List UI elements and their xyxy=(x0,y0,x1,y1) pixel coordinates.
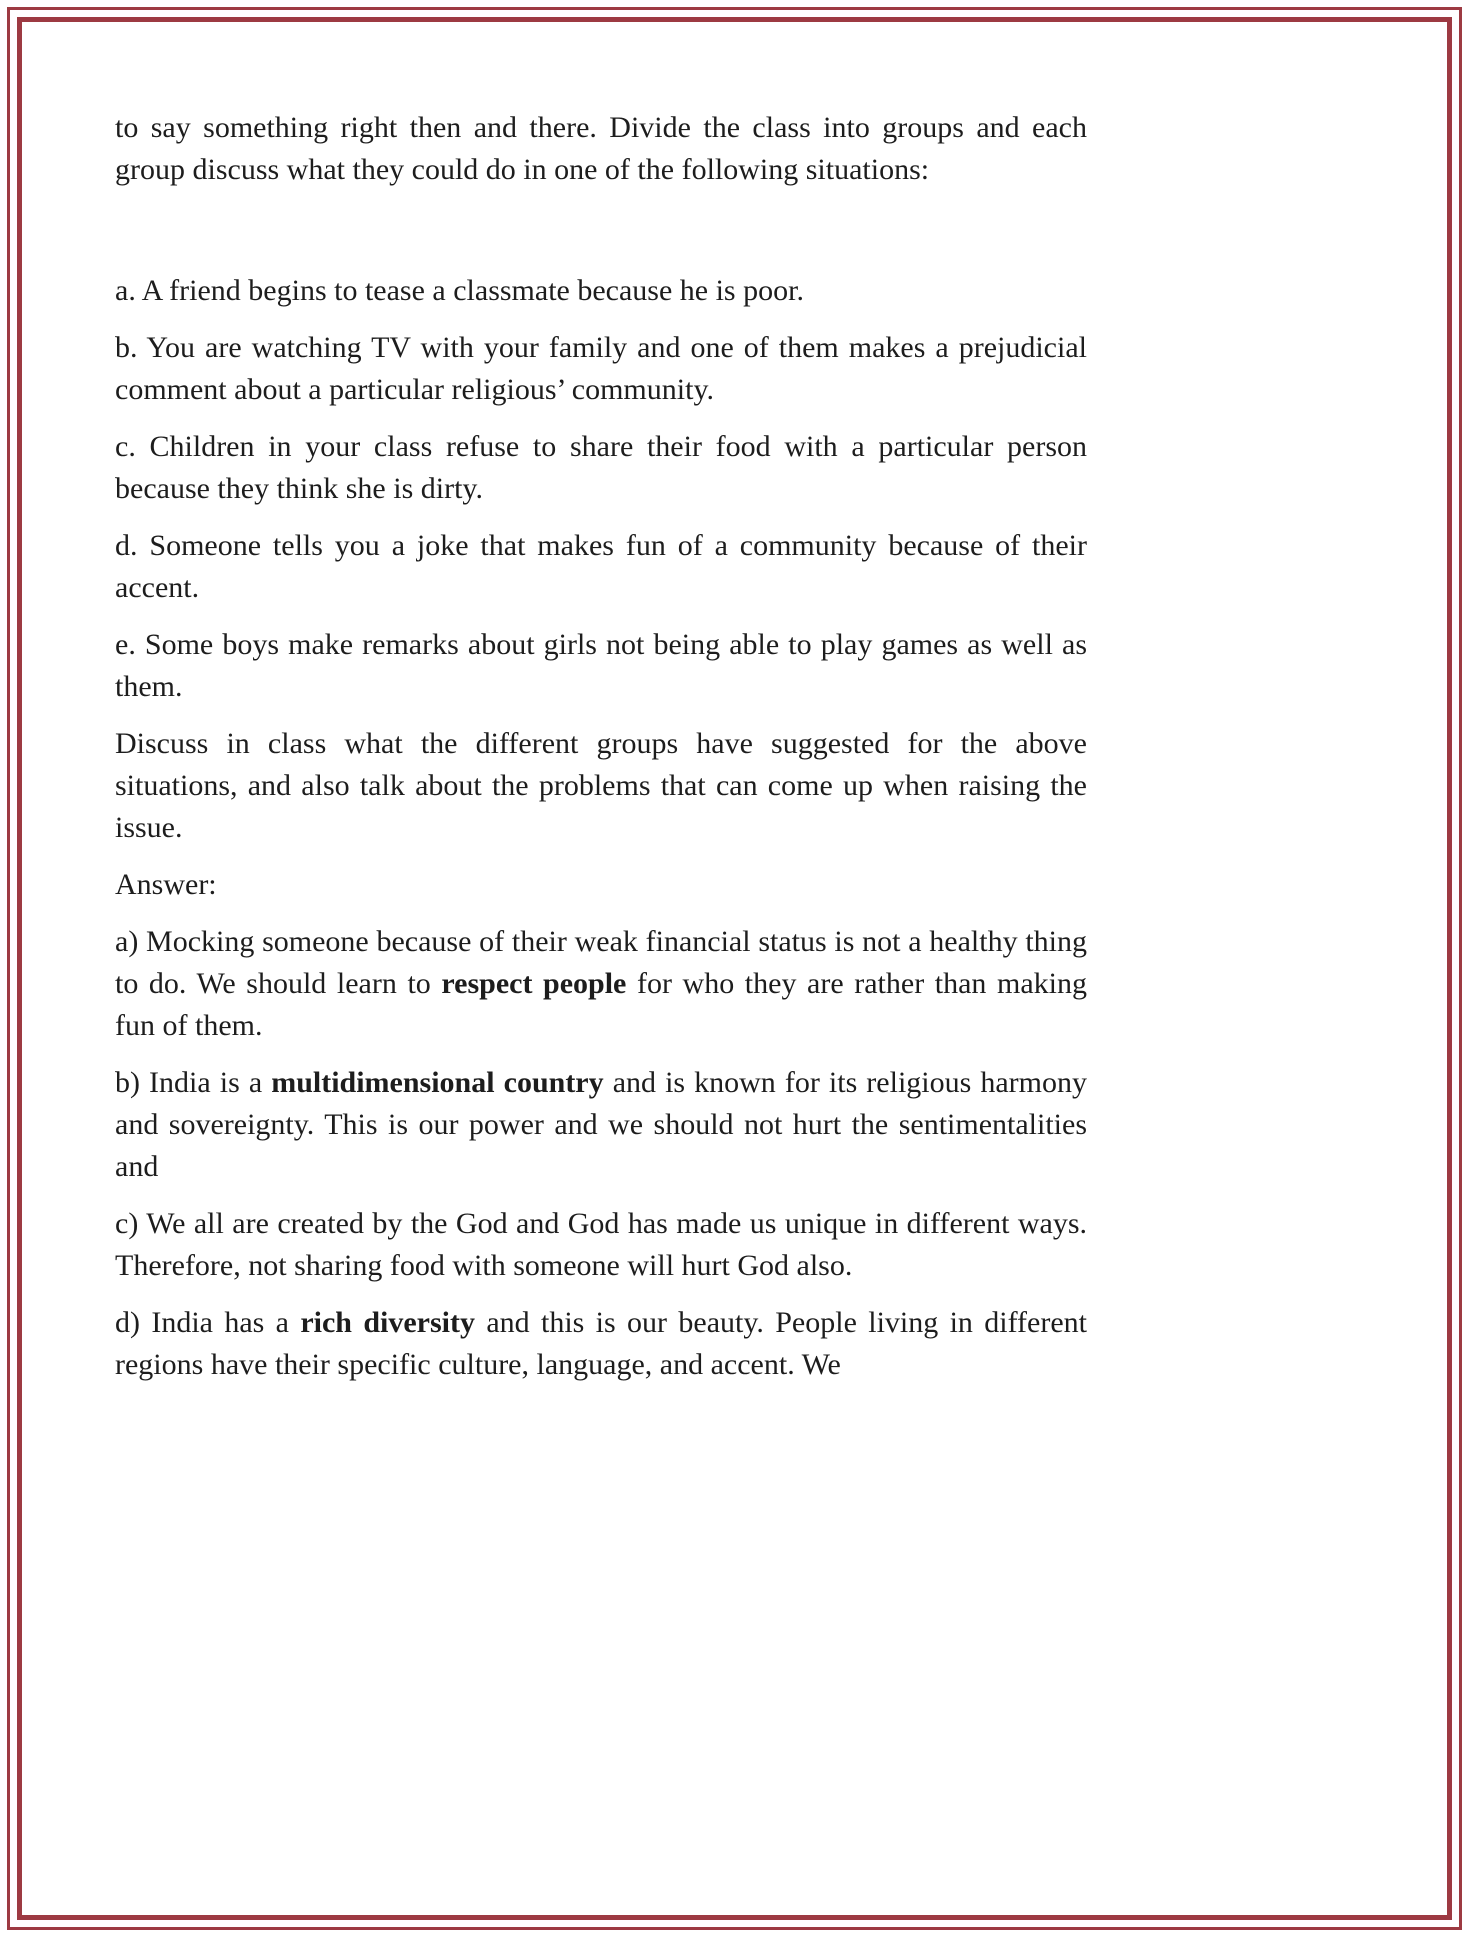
situation-d xyxy=(115,525,1087,609)
text-run: c. Children in your class refuse to share their food with a particular person because they think she is dirty. xyxy=(115,430,1087,505)
text-run: e. Some boys make remarks about girls not being able to play games as well as them. xyxy=(115,628,1087,703)
text-run: a. A friend begins to tease a classmate because he is poor. xyxy=(115,274,804,307)
intro-paragraph xyxy=(115,107,1087,191)
answer-c xyxy=(115,1203,1087,1287)
document-body xyxy=(115,107,1087,1401)
answer-b xyxy=(115,1062,1087,1188)
situation-e xyxy=(115,624,1087,708)
text-run: b. You are watching TV with your family and one of them makes a prejudicial comment about a particular religious’ community. xyxy=(115,331,1087,406)
text-run: d. Someone tells you a joke that makes fun of a community because of their accent. xyxy=(115,529,1087,604)
text-run: and this is our beauty. People living in different regions have their specific culture, language, and accent. We xyxy=(115,1306,1087,1381)
text-run: a) Mocking someone because of their weak financial status is not a healthy thing to do. We should learn to xyxy=(115,925,1087,1000)
answer-d xyxy=(115,1302,1087,1386)
bold-text-run: respect people xyxy=(441,967,627,1000)
situation-b xyxy=(115,327,1087,411)
text-run: Discuss in class what the different groups have suggested for the above situations, and also talk about the problems that can come up when raising the issue. xyxy=(115,727,1087,844)
text-run: c) We all are created by the God and God has made us unique in different ways. Therefore, not sharing food with someone will hurt God also. xyxy=(115,1207,1087,1282)
text-run: and is known for its religious harmony and sovereignty. This is our power and we should not hurt the sentimentalities and xyxy=(115,1066,1087,1183)
situation-c xyxy=(115,426,1087,510)
bold-text-run: rich diversity xyxy=(300,1306,475,1339)
answer-label xyxy=(115,864,1087,906)
situation-a xyxy=(115,270,1087,312)
text-run: to say something right then and there. Divide the class into groups and each group discuss what they could do in one of the following situations: xyxy=(115,111,1087,186)
discuss-paragraph xyxy=(115,723,1087,849)
text-run: d) India has a xyxy=(115,1306,301,1339)
text-run: Answer: xyxy=(115,868,217,901)
bold-text-run: multidimensional country xyxy=(271,1066,604,1099)
answer-a xyxy=(115,921,1087,1047)
text-run: b) India is a xyxy=(115,1066,272,1099)
text-run: for who they are rather than making fun of them. xyxy=(115,967,1088,1042)
